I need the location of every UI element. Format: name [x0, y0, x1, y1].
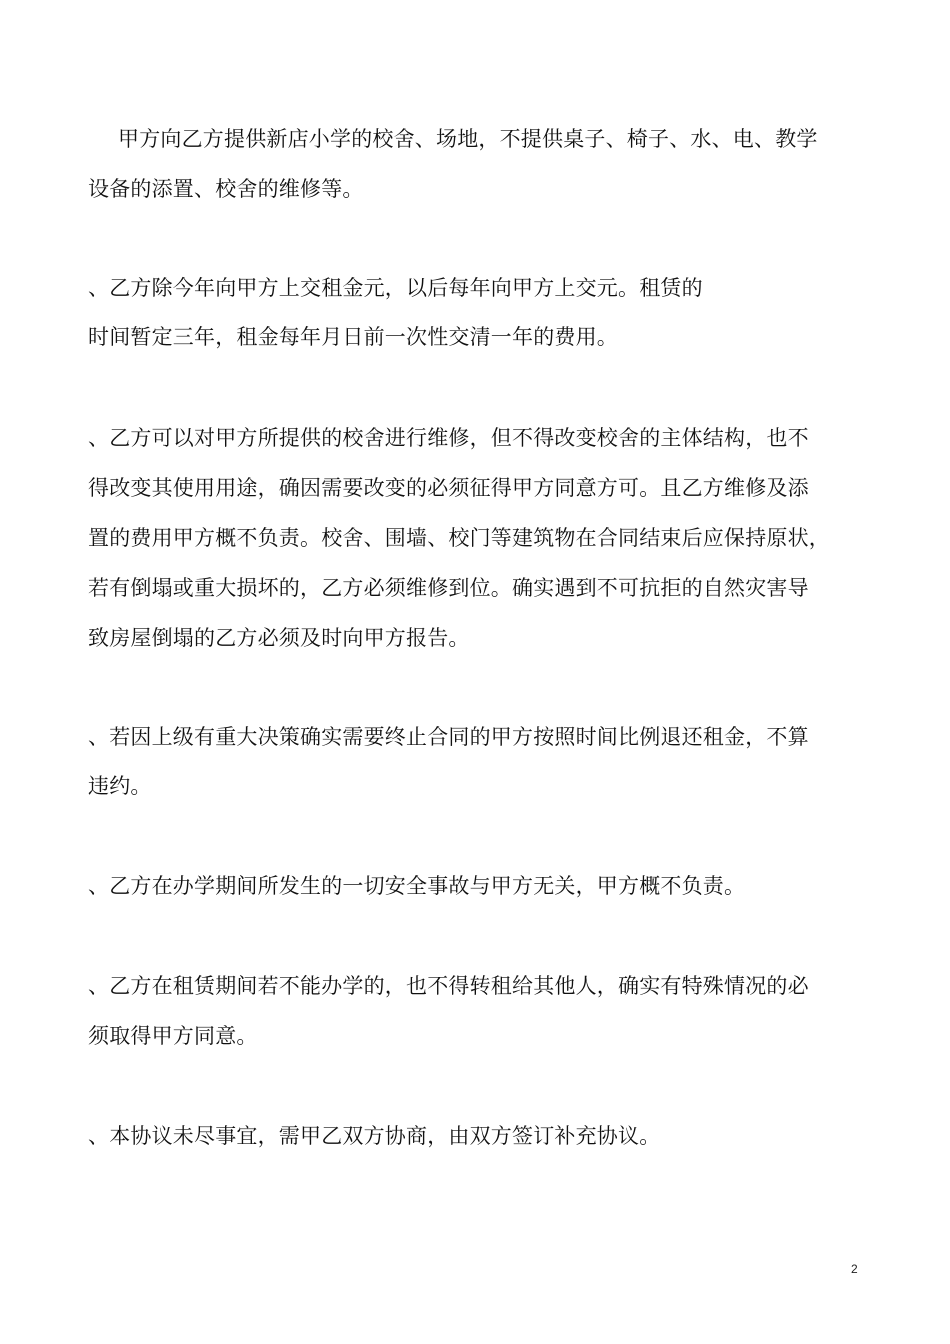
- text-line: 、乙方在办学期间所发生的一切安全事故与甲方无关，甲方概不负责。: [88, 874, 746, 898]
- text-line: 、乙方在租赁期间若不能办学的，也不得转租给其他人，确实有特殊情况的必: [88, 974, 809, 998]
- text-line: 、乙方除今年向甲方上交租金元，以后每年向甲方上交元。租赁的: [88, 276, 703, 300]
- text-line: 、若因上级有重大决策确实需要终止合同的甲方按照时间比例退还租金，不算: [88, 725, 809, 749]
- page-number: 2: [851, 1262, 858, 1276]
- text-line: 若有倒塌或重大损坏的，乙方必须维修到位。确实遇到不可抗拒的自然灾害导: [88, 576, 809, 600]
- text-line: 置的费用甲方概不负责。校舍、围墙、校门等建筑物在合同结束后应保持原状，: [88, 526, 830, 550]
- text-line: 时间暂定三年，租金每年月日前一次性交清一年的费用。: [88, 325, 618, 349]
- text-line: 致房屋倒塌的乙方必须及时向甲方报告。: [88, 626, 470, 650]
- text-line: 设备的添置、校舍的维修等。: [88, 177, 364, 201]
- text-line: 、乙方可以对甲方所提供的校舍进行维修，但不得改变校舍的主体结构，也不: [88, 426, 809, 450]
- text-line: 、本协议未尽事宜，需甲乙双方协商，由双方签订补充协议。: [88, 1124, 661, 1148]
- text-line: 违约。: [88, 774, 152, 798]
- text-line: 须取得甲方同意。: [88, 1024, 258, 1048]
- text-line: 甲方向乙方提供新店小学的校舍、场地，不提供桌子、椅子、水、电、教学: [118, 127, 818, 151]
- text-line: 得改变其使用用途，确因需要改变的必须征得甲方同意方可。且乙方维修及添: [88, 476, 809, 500]
